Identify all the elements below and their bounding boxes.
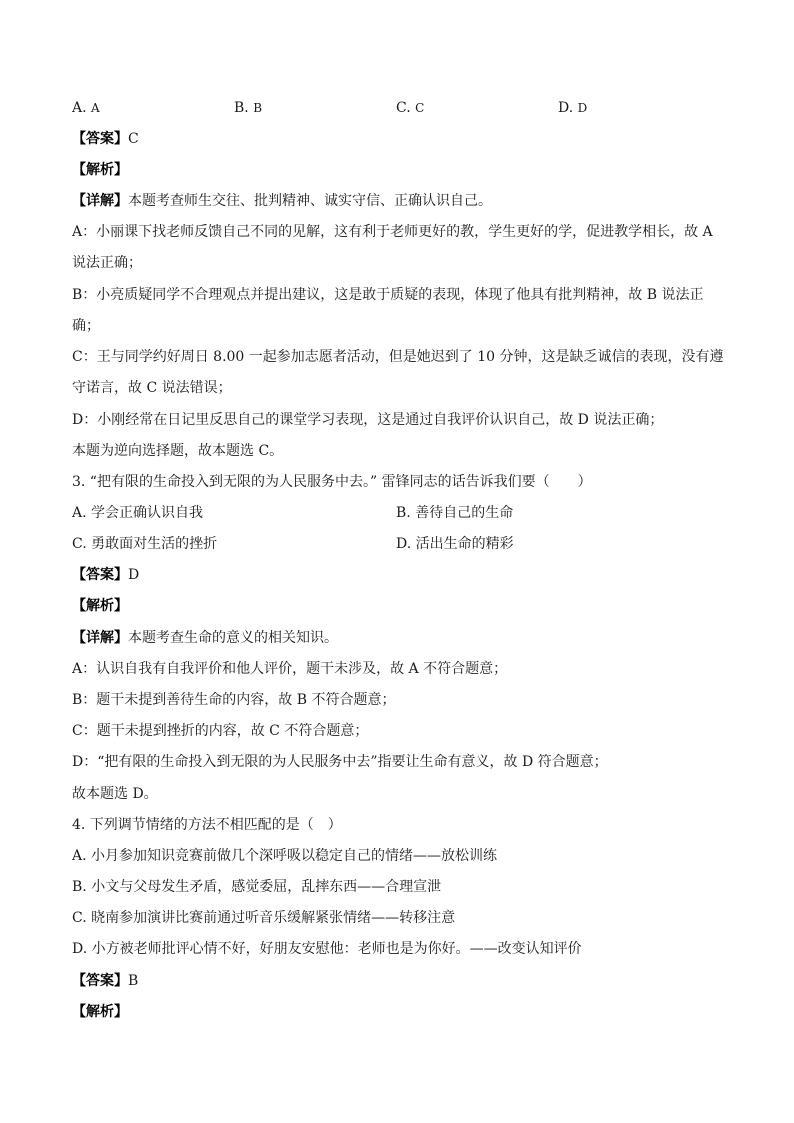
q3-line-1: A：认识自我有自我评价和他人评价，题干未涉及，故 A 不符合题意； [72,661,508,677]
q2-option-a [72,98,100,118]
q4-option-d: D. 小方被老师批评心情不好，好朋友安慰他：老师也是为你好。——改变认知评价 [72,941,582,957]
q3-line-3: C：题干未提到挫折的内容，故 C 不符合题意； [72,723,369,739]
q4-analysis-label: 【解析】 [72,1004,128,1020]
q3-option-a: A. 学会正确认识自我 [72,505,204,521]
q2-option-d-text: D [577,101,588,115]
q2-option-b-text: B [253,101,263,115]
q4-option-c: C. 晓南参加演讲比赛前通过听音乐缓解紧张情绪——转移注意 [72,910,456,926]
q2-option-c [396,98,424,118]
q4-option-b: B. 小文与父母发生矛盾，感觉委屈，乱摔东西——合理宣泄 [72,879,442,895]
q3-answer [72,565,722,585]
q3-option-d: D. 活出生命的精彩 [396,536,514,552]
q2-option-a-letter: A. [72,100,87,116]
q2-answer-label: 【答案】 [72,131,128,147]
q3-option-c: C. 勇敢面对生活的挫折 [72,536,218,552]
q4-answer-label: 【答案】 [72,973,128,989]
q2-answer [72,129,722,149]
q3-detail-label: 【详解】 [72,630,128,646]
q2-line-6: 守诺言，故 C 说法错误； [72,380,232,396]
q2-option-d-letter: D. [558,100,574,116]
q2-detail-text: 本题考查师生交往、批判精神、诚实守信、正确认识自己。 [128,193,492,209]
q2-option-d [558,98,587,118]
q4-analysis [72,1002,722,1022]
q3-answer-label: 【答案】 [72,567,128,583]
q4-answer-value: B [128,973,139,989]
q4-answer [72,971,722,991]
q2-line-8: 本题为逆向选择题，故本题选 C。 [72,443,284,459]
q2-line-1: A：小丽课下找老师反馈自己不同的见解，这有利于老师更好的教，学生更好的学，促进教学相长，故 A [72,224,713,240]
q4-stem: 4. 下列调节情绪的方法不相匹配的是（ ） [72,817,342,833]
q2-detail [72,191,722,211]
q3-line-4: D：“把有限的生命投入到无限的为人民服务中去”指要让生命有意义，故 D 符合题意； [72,754,608,770]
q3-detail [72,628,722,648]
q2-line-2: 说法正确； [72,255,142,271]
q2-analysis [72,160,722,180]
q2-option-c-text: C [415,101,425,115]
q3-answer-value: D [128,567,140,583]
q2-line-5: C：王与同学约好周日 8.00 一起参加志愿者活动，但是她迟到了 10 分钟，这是缺乏诚信的表现，没有遵 [72,349,724,365]
q2-line-3: B：小亮质疑同学不合理观点并提出建议，这是敢于质疑的表现，体现了他具有批判精神，故 B 说法正 [72,287,704,303]
q2-answer-value: C [128,131,139,147]
q2-line-7: D：小刚经常在日记里反思自己的课堂学习表现，这是通过自我评价认识自己，故 D 说法正确； [72,412,664,428]
q3-analysis-label: 【解析】 [72,598,128,614]
q3-line-2: B：题干未提到善待生命的内容，故 B 不符合题意； [72,692,396,708]
q4-option-a: A. 小月参加知识竞赛前做几个深呼吸以稳定自己的情绪——放松训练 [72,848,498,864]
q2-option-b-letter: B. [234,100,249,116]
q2-detail-label: 【详解】 [72,193,128,209]
q3-analysis [72,596,722,616]
q3-line-5: 故本题选 D。 [72,786,158,802]
q3-option-b: B. 善待自己的生命 [396,505,514,521]
q3-detail-text: 本题考查生命的意义的相关知识。 [128,630,338,646]
q2-option-a-text: A [91,101,100,115]
q3-stem: 3. “把有限的生命投入到无限的为人民服务中去。” 雷锋同志的话告诉我们要（ ） [72,474,592,490]
q2-option-c-letter: C. [396,100,411,116]
q2-analysis-label: 【解析】 [72,162,128,178]
q2-option-b [234,98,262,118]
q2-line-4: 确； [72,318,100,334]
